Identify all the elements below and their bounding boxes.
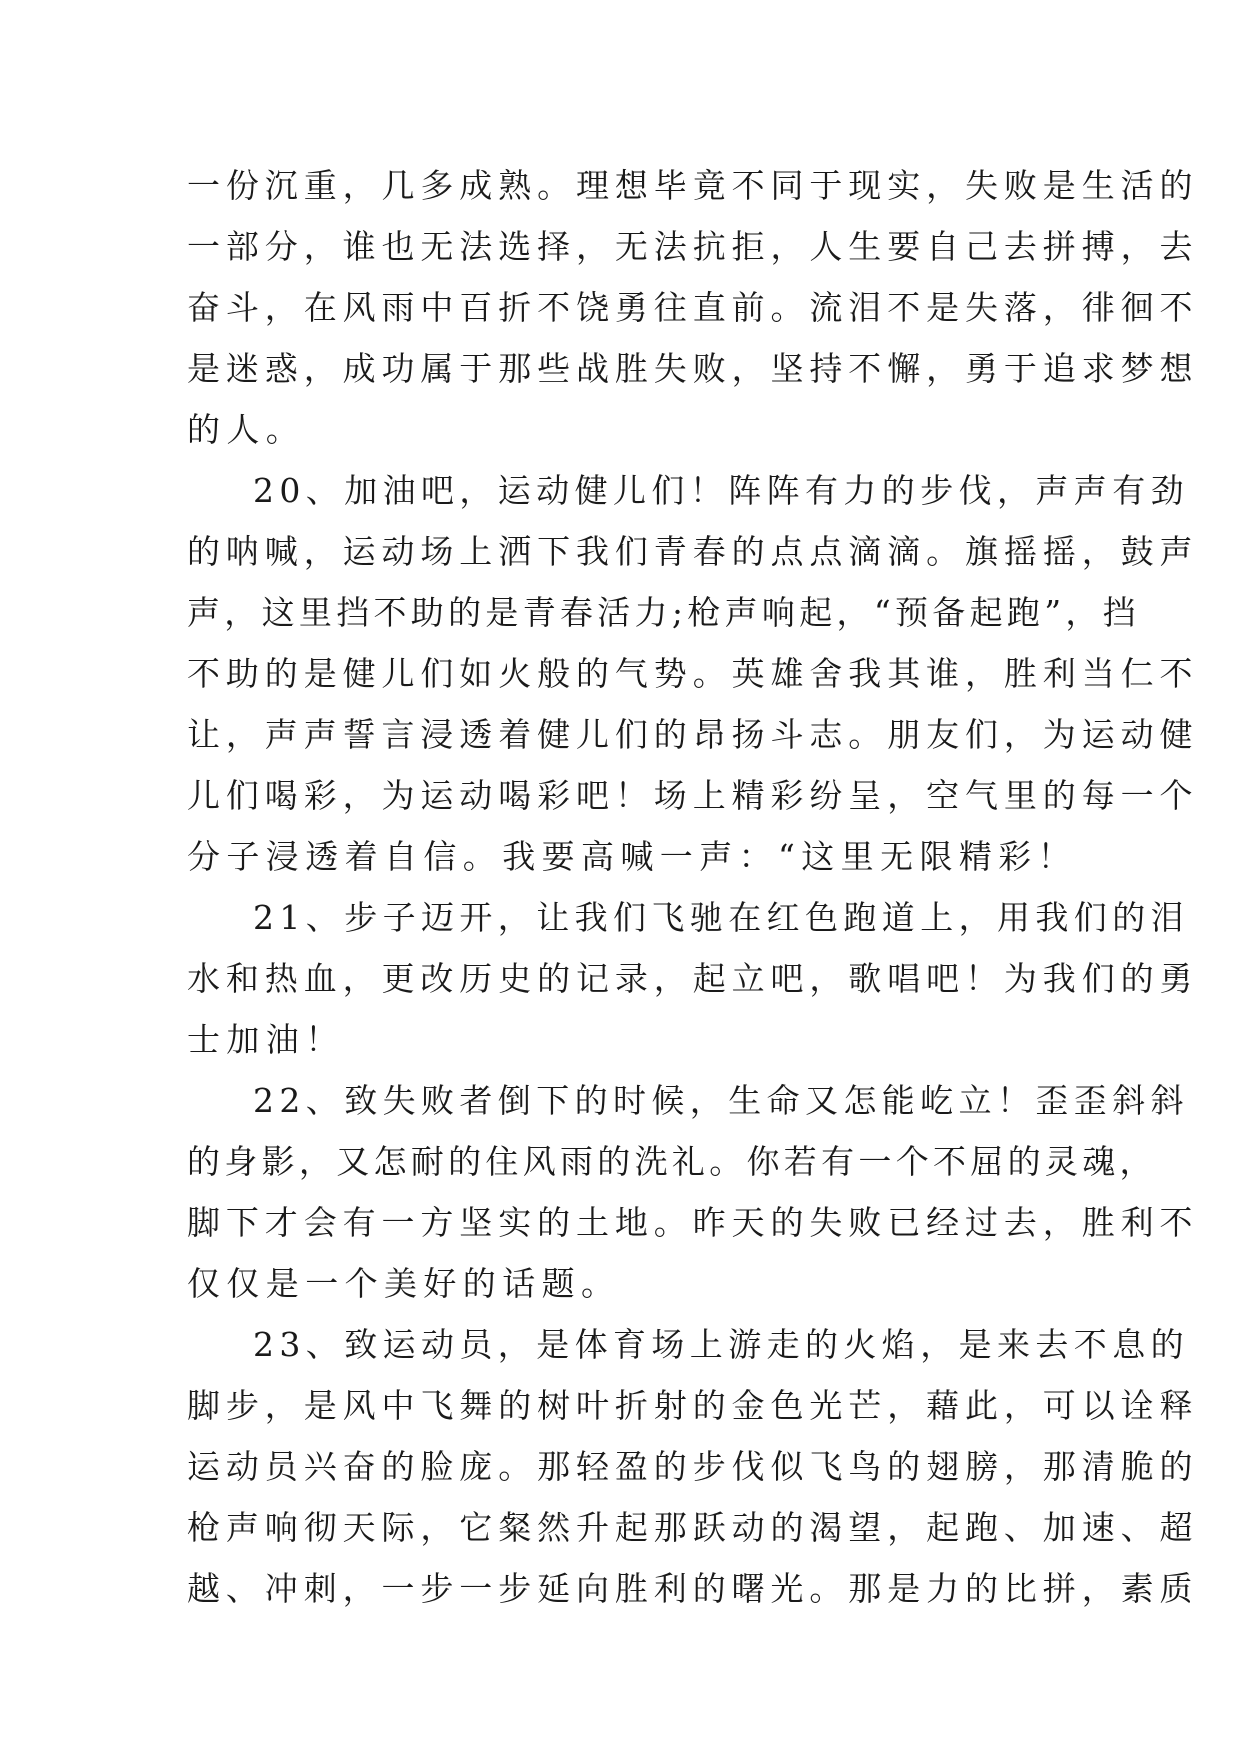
text-line: 不助的是健儿们如火般的气势。英雄舍我其谁，胜利当仁不 [187, 654, 1199, 693]
text-line: 士加油！ [187, 1020, 345, 1059]
text-line: 儿们喝彩，为运动喝彩吧！场上精彩纷呈，空气里的每一个 [187, 776, 1199, 815]
paragraph-20-start: 20、加油吧，运动健儿们！阵阵有力的步伐，声声有劲 [253, 471, 1189, 510]
paragraph-22-start: 22、致失败者倒下的时候，生命又怎能屹立！歪歪斜斜 [253, 1081, 1189, 1120]
body-text [187, 155, 1199, 1619]
text-line: 的人。 [187, 410, 306, 449]
text-line: 运动员兴奋的脸庞。那轻盈的步伐似飞鸟的翅膀，那清脆的 [187, 1447, 1199, 1486]
text-line: 的呐喊，运动场上洒下我们青春的点点滴滴。旗摇摇，鼓声 [187, 532, 1199, 571]
text-line: 声，这里挡不助的是青春活力;枪声响起，“预备起跑”，挡 [187, 593, 1140, 632]
text-line: 一部分，谁也无法选择，无法抗拒，人生要自己去拼搏，去 [187, 227, 1199, 266]
text-line: 仅仅是一个美好的话题。 [187, 1264, 621, 1303]
text-line: 让，声声誓言浸透着健儿们的昂扬斗志。朋友们，为运动健 [187, 715, 1199, 754]
text-line: 水和热血，更改历史的记录，起立吧，歌唱吧！为我们的勇 [187, 959, 1199, 998]
text-line: 脚步，是风中飞舞的树叶折射的金色光芒，藉此，可以诠释 [187, 1386, 1199, 1425]
text-line: 越、冲刺，一步一步延向胜利的曙光。那是力的比拼，素质 [187, 1569, 1199, 1608]
text-line: 分子浸透着自信。我要高喊一声：“这里无限精彩！ [187, 837, 1078, 876]
paragraph-23-start: 23、致运动员，是体育场上游走的火焰，是来去不息的 [253, 1325, 1189, 1364]
text-line: 是迷惑，成功属于那些战胜失败，坚持不懈，勇于追求梦想 [187, 349, 1199, 388]
text-line: 奋斗，在风雨中百折不饶勇往直前。流泪不是失落，徘徊不 [187, 288, 1199, 327]
text-line: 的身影，又怎耐的住风雨的洗礼。你若有一个不屈的灵魂， [187, 1142, 1157, 1181]
text-line: 脚下才会有一方坚实的土地。昨天的失败已经过去，胜利不 [187, 1203, 1199, 1242]
paragraph-21-start: 21、步子迈开，让我们飞驰在红色跑道上，用我们的泪 [253, 898, 1189, 937]
text-line: 一份沉重，几多成熟。理想毕竟不同于现实，失败是生活的 [187, 166, 1199, 205]
text-line: 枪声响彻天际，它粲然升起那跃动的渴望，起跑、加速、超 [187, 1508, 1199, 1547]
